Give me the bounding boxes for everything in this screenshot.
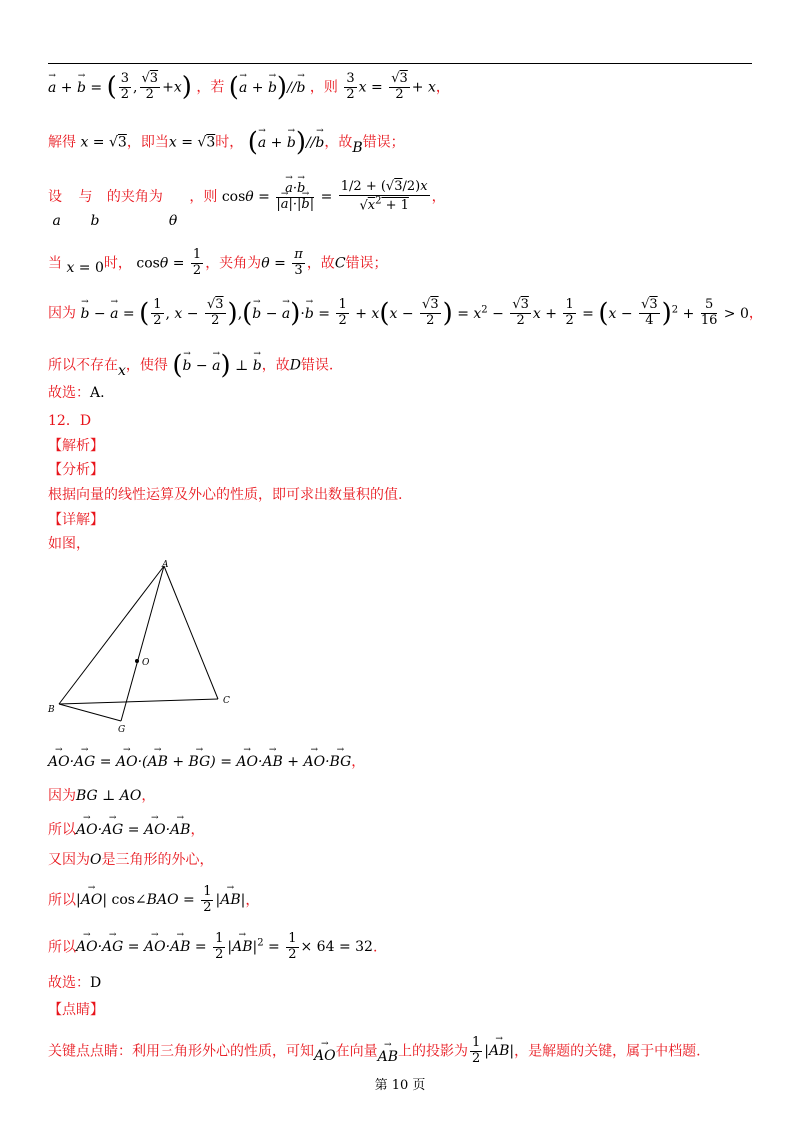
solution-line-1: → a + → b = ( $\frac{3}{2}$ , $\frac{√3}{2}$ +x) ，若 (→ a + → b)//→ b ，则 $\frac{3}{2}$ x = $\frac{√3}{2}$ + x， [48,72,450,103]
text-then: ，则 [189,189,218,206]
text-choose: 故选： [48,385,90,401]
text-wrong: 错误； [362,134,405,151]
option-d: D [289,357,301,374]
solution-line-18: 所以|→ AO| cos∠BAO = $\frac{1}{2}$ |→ AB|， [48,885,259,916]
header-rule [48,63,752,64]
text-not-exist: 所以不存在 [48,357,118,374]
comma: ， [435,79,450,96]
text-if: ，若 [196,79,225,96]
text-key-point: 关键点点睛：利用三角形外心的性质，可知 [48,1043,314,1060]
key-point-line: 关键点点睛：利用三角形外心的性质，可知→ AO在向量→ AB上的投影为 $\frac{1}{2}$ |→ AB|，是解题的关键，属于中档题. [48,1036,701,1067]
period: . [372,939,378,956]
text-so: ，故 [306,255,335,272]
section-fenxi: 【分析】 [48,462,104,478]
text-conclusion: ，是解题的关键，属于中档题. [514,1043,701,1060]
section-xiangjie: 【详解】 [48,512,104,528]
text-and: 与 [78,189,93,206]
solution-line-19: 所以→ AO·→ AG = → AO·→ AB = $\frac{1}{2}$ |→ $AB|^2$ = $\frac{1}{2}$ × 64 = 32. [48,932,377,963]
text-choose: 故选： [48,975,90,991]
comma: ， [141,788,156,804]
text-so: ，故 [324,134,353,151]
text-circumcenter: 是三角形的外心， [101,852,214,868]
vector-a: a [52,213,61,230]
triangle-figure [40,558,250,738]
comma: ， [190,822,205,838]
text-angle: 的夹角为 [106,189,163,206]
solution-line-15: 因为BG ⊥ AO， [48,788,156,804]
label-c: C [223,696,230,706]
text-such-that: ，使得 [125,357,168,374]
solution-line-5: 因为 → b − → a = ( $\frac{1}{2}$ , x − $\frac{√3}{2}$ ),(→ b − → a)·→ b = $\frac{1}{2}$ + x(x − $\frac{√3}{2}$ ) = $x^2$ − $\frac{√3}{2}$ x + $\frac{1}{2}$ = (x − $\frac{√3}{4}$ )$^2$ + $\frac{5}{16}$ > 0， [48,298,763,329]
text-time: 时， [215,134,244,151]
label-a: A [162,560,169,570]
comma: ， [431,189,446,206]
text-let: 设 [48,189,62,206]
analysis-text: 根据向量的线性运算及外心的性质，即可求出数量积的值. [48,487,403,503]
solution-line-14: → AO·→ AG = → AO·(→ AB + → BG) = → AO·→ AB + → AO·→ BG， [48,754,365,771]
comma: ， [245,892,260,909]
answer-a: A [90,385,101,401]
text-so: ，故 [261,357,290,374]
text-wrong: 错误； [345,255,388,272]
text-on-vector: 在向量 [335,1043,378,1060]
text-therefore: 所以 [48,822,76,838]
comma: ， [748,305,763,322]
solution-line-17 [48,852,213,869]
label-g: G [118,725,126,735]
text-therefore: 所以 [48,892,76,909]
text-angle-is: ，夹角为 [205,255,262,272]
label-o: O [142,658,150,668]
page-footer: 第 10 页 [374,1078,426,1093]
text-when: 当 [48,255,62,272]
option-b: B [352,139,363,156]
solution-line-4: 当 x = 0时， cosθ = $\frac{1}{2}$ ，夹角为θ = $\frac{\pi}{3}$ ，故C错误； [48,247,388,278]
text-then: ，则 [309,79,338,96]
solution-line-3: 设 与 a b 的夹角为 θ ，则 cosθ = → $\frac{a\cdot\to b}{|\to a|\cdot|\to b|}$ = $\frac{1/2 + (√3/2)x}{√x^2 + 1}$ ， [48,180,446,214]
text-as-figure: 如图， [48,536,90,552]
text-also-because: 又因为 [48,852,90,868]
answer-line-11 [48,385,105,402]
text-therefore: 所以 [48,939,76,956]
text-time: 时， [103,255,132,272]
text-because: 因为 [48,305,76,322]
text-projection: 上的投影为 [398,1043,468,1060]
answer-line-12 [48,975,101,992]
text-when: ，即当 [126,134,169,151]
solution-line-2: 解得 x = √3，即当x = √3时， (→ a + → b)//→ b，故B错误； [48,127,405,158]
circumcenter-dot [135,659,139,663]
text-because: 因为 [48,788,76,804]
section-dianjing: 【点睛】 [48,1002,104,1018]
section-jiexi: 【解析】 [48,438,104,454]
solution-line-16: 所以→ AO·→ AG = → AO·→ AB， [48,822,204,839]
option-c: C [334,255,346,272]
var-x: x [118,362,126,379]
label-b: B [48,705,55,715]
text-solve: 解得 [48,134,76,151]
solution-line-6: 所以不存在x，使得 (→ b − → a) ⊥ → b，故D错误. [48,350,333,381]
comma: ， [351,754,366,770]
vector-b: b [90,213,100,230]
period: . [100,385,105,401]
text-wrong: 错误. [300,357,334,374]
answer-d: D [90,975,102,991]
question-number-12: 12．D [48,413,92,429]
point-o: O [90,852,102,868]
theta-symbol: θ [168,213,178,230]
